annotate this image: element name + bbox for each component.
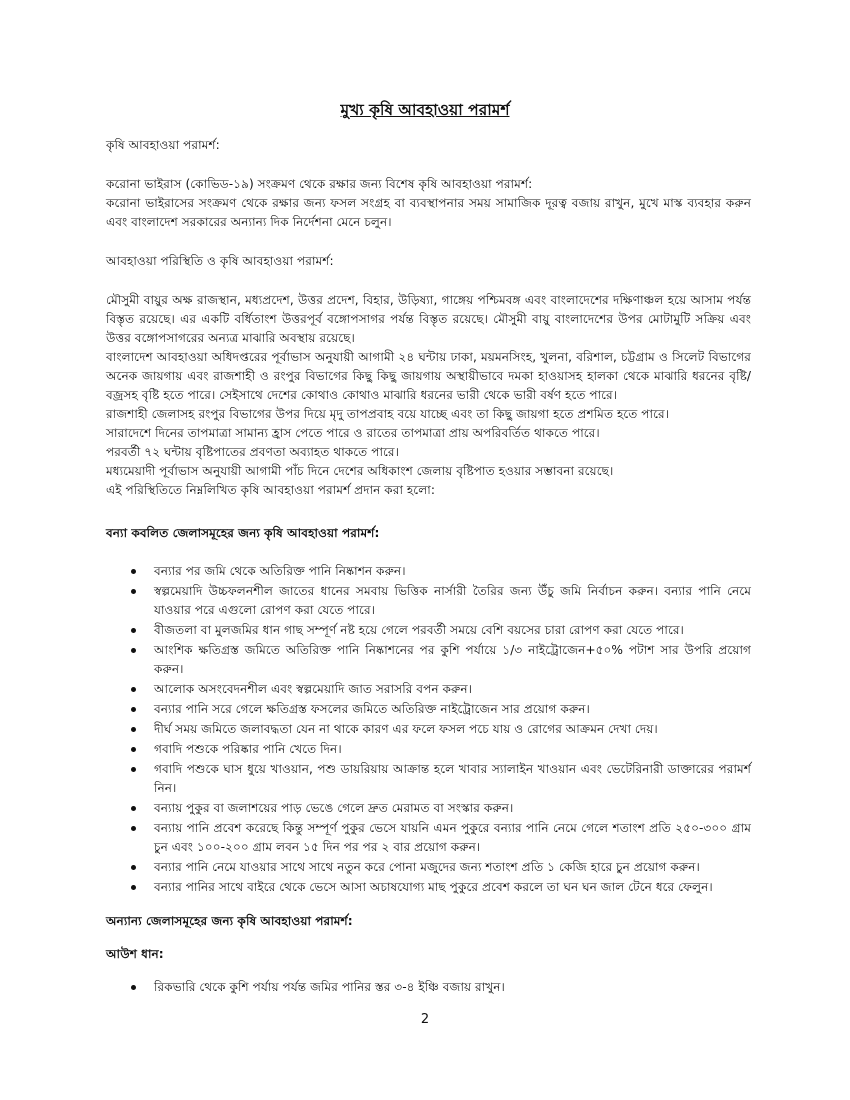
list-item: বন্যার পানির সাথে বাইরে থেকে ভেসে আসা অচাষযোগ্য মাছ পুকুরে প্রবেশ করলে তা ঘন ঘন জাল টেনে ধরে ফেলুন। (106, 878, 751, 897)
list-item: রিকভারি থেকে কুশি পর্যায় পর্যন্ত জমির পানির স্তর ৩-৪ ইঞ্চি বজায় রাখুন। (106, 978, 751, 997)
weather-paragraph: সারাদেশে দিনের তাপমাত্রা সামান্য হ্রাস পেতে পারে ও রাতের তাপমাত্রা প্রায় অপরিবর্তিত থাকতে পারে। (106, 426, 600, 440)
list-item: বন্যার পানি সরে গেলে ক্ষতিগ্রস্ত ফসলের জমিতে অতিরিক্ত নাইট্রোজেন সার প্রয়োগ করুন। (106, 700, 751, 719)
aus-heading: আউশ ধান: (106, 947, 164, 961)
list-item: বীজতলা বা মুলজমির ধান গাছ সম্পূর্ণ নষ্ট হয়ে গেলে পরবর্তী সময়ে বেশি বয়সের চারা রোপণ করা যেতে পারে। (106, 621, 751, 640)
weather-heading: আবহাওয়া পরিস্থিতি ও কৃষি আবহাওয়া পরামর্শ: (106, 254, 334, 268)
page-number: 2 (420, 1012, 430, 1027)
intro-label: কৃষি আবহাওয়া পরামর্শ: (106, 138, 220, 152)
weather-paragraph: বাংলাদেশ আবহাওয়া অধিদপ্তরের পূর্বাভাস অনুযায়ী আগামী ২৪ ঘন্টায় ঢাকা, ময়মনসিংহ, খুলনা, বরিশাল, চট্টগ্রাম ও সিলেট বিভাগের অনেক জায়গায় এবং রাজশাহী ও রংপুর বিভাগের কিছু কিছু জায়গায় অস্থায়ীভাবে দমকা হাওয়াসহ হালকা থেকে মাঝারি ধরনের বৃষ্টি/বজ্রসহ বৃষ্টি হতে পারে। সেইসাথে দেশের কোথাও কোথাও মাঝারি ধরনের ভারী থেকে ভারী বর্ষণ হতে পারে। (106, 350, 751, 402)
weather-paragraph: এই পরিস্থিতিতে নিম্নলিখিত কৃষি আবহাওয়া পরামর্শ প্রদান করা হলো: (106, 483, 435, 497)
list-item: বন্যায় পানি প্রবেশ করেছে কিন্তু সম্পূর্ণ পুকুর ভেসে যায়নি এমন পুকুরে বন্যার পানি নেমে গেলে শতাংশ প্রতি ২৫০-৩০০ গ্রাম চুন এবং ১০০-২০০ গ্রাম লবন ১৫ দিন পর পর ২ বার প্রয়োগ করুন। (106, 819, 751, 857)
list-item: গবাদি পশুকে পরিষ্কার পানি খেতে দিন। (106, 740, 751, 759)
flood-advice-list (106, 562, 751, 898)
flood-heading: বন্যা কবলিত জেলাসমূহের জন্য কৃষি আবহাওয়া পরামর্শ: (106, 526, 380, 540)
list-item: বন্যায় পুকুর বা জলাশয়ের পাড় ভেঙে গেলে দ্রুত মেরামত বা সংস্কার করুন। (106, 799, 751, 818)
weather-paragraph: মধ্যমেয়াদী পূর্বাভাস অনুযায়ী আগামী পাঁচ দিনে দেশের অধিকাংশ জেলায় বৃষ্টিপাত হওয়ার সম্ভাবনা রয়েছে। (106, 464, 614, 478)
covid-section (106, 175, 751, 232)
weather-section (106, 291, 751, 500)
list-item: আংশিক ক্ষতিগ্রস্ত জমিতে অতিরিক্ত পানি নিষ্কাশনের পর কুশি পর্যায়ে ১/৩ নাইট্রোজেন+৫০% পটাশ সার উপরি প্রয়োগ করুন। (106, 641, 751, 679)
list-item: আলোক অসংবেদনশীল এবং স্বল্পমেয়াদি জাত সরাসরি বপন করুন। (106, 680, 751, 699)
list-item: বন্যার পর জমি থেকে অতিরিক্ত পানি নিষ্কাশন করুন। (106, 562, 751, 581)
covid-heading: করোনা ভাইরাস (কোভিড-১৯) সংক্রমণ থেকে রক্ষার জন্য বিশেষ কৃষি আবহাওয়া পরামর্শ: (106, 177, 533, 191)
list-item: স্বল্পমেয়াদি উচ্চফলনশীল জাতের ধানের সমবায় ভিত্তিক নার্সারী তৈরির জন্য উঁচু জমি নির্বাচন করুন। বন্যার পানি নেমে যাওয়ার পরে এগুলো রোপণ করা যেতে পারে। (106, 582, 751, 620)
list-item: গবাদি পশুকে ঘাস ধুয়ে খাওয়ান, পশু ডায়রিয়ায় আক্রান্ত হলে খাবার স্যালাইন খাওয়ান এবং ভেটেরিনারী ডাক্তারের পরামর্শ নিন। (106, 760, 751, 798)
list-item: দীর্ঘ সময় জমিতে জলাবদ্ধতা যেন না থাকে কারণ এর ফলে ফসল পচে যায় ও রোগের আক্রমন দেখা দেয়। (106, 720, 751, 739)
aus-advice-list (106, 978, 751, 998)
weather-paragraph: পরবর্তী ৭২ ঘন্টায় বৃষ্টিপাতের প্রবণতা অব্যাহত থাকতে পারে। (106, 445, 399, 459)
weather-paragraph: মৌসুমী বায়ুর অক্ষ রাজস্থান, মধ্যপ্রদেশ, উত্তর প্রদেশ, বিহার, উড়িষ্যা, গাঙ্গেয় পশ্চিমবঙ্গ এবং বাংলাদেশের দক্ষিণাঞ্চল হয়ে আসাম পর্যন্ত বিস্তৃত রয়েছে। এর একটি বর্ধিতাংশ উত্তরপূর্ব বঙ্গোপসাগর পর্যন্ত বিস্তৃত রয়েছে। মৌসুমী বায়ু বাংলাদেশের উপর মোটামুটি সক্রিয় এবং উত্তর বঙ্গোপসাগরের অন্যত্র মাঝারি অবস্থায় রয়েছে। (106, 293, 751, 345)
page-title: মুখ্য কৃষি আবহাওয়া পরামর্শ (340, 101, 510, 119)
other-heading: অন্যান্য জেলাসমূহের জন্য কৃষি আবহাওয়া পরামর্শ: (106, 914, 353, 928)
covid-text: করোনা ভাইরাসের সংক্রমণ থেকে রক্ষার জন্য ফসল সংগ্রহ বা ব্যবস্থাপনার সময় সামাজিক দূরত্ব বজায় রাখুন, মুখে মাস্ক ব্যবহার করুন এবং বাংলাদেশ সরকারের অন্যান্য দিক নির্দেশনা মেনে চলুন। (106, 196, 751, 229)
weather-paragraph: রাজশাহী জেলাসহ রংপুর বিভাগের উপর দিয়ে মৃদু তাপপ্রবাহ বয়ে যাচ্ছে এবং তা কিছু জায়গা হতে প্রশমিত হতে পারে। (106, 407, 670, 421)
list-item: বন্যার পানি নেমে যাওয়ার সাথে সাথে নতুন করে পোনা মজুদের জন্য শতাংশ প্রতি ১ কেজি হারে চুন প্রয়োগ করুন। (106, 858, 751, 877)
